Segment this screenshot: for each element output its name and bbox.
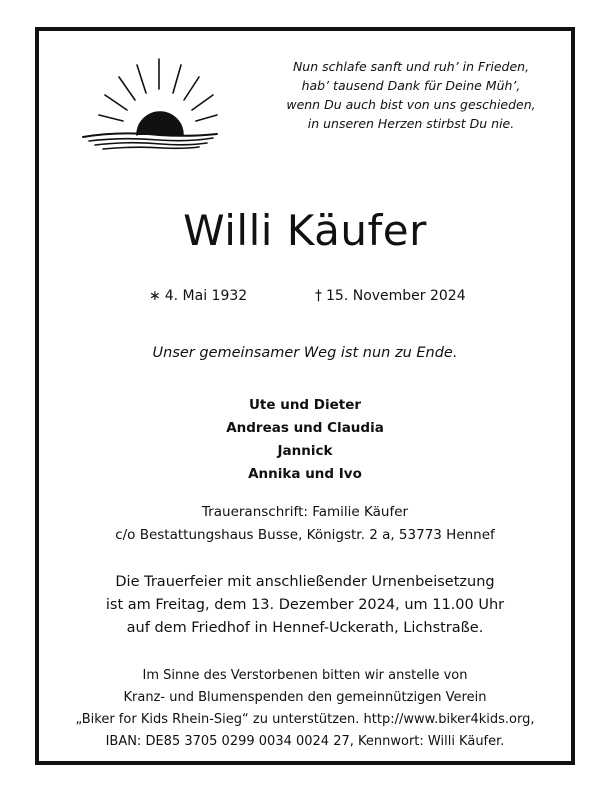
donation-line: „Biker for Kids Rhein-Sieg“ zu unterstützen. http://www.biker4kids.org, — [75, 712, 535, 727]
mourner-item: Annika und Ivo — [248, 466, 362, 482]
ceremony-line: Die Trauerfeier mit anschließender Urnenbeisetzung — [115, 574, 495, 590]
mourning-address — [39, 501, 571, 547]
mourner-item: Andreas und Claudia — [226, 420, 384, 436]
poem — [261, 57, 561, 133]
poem-line: in unseren Herzen stirbst Du nie. — [307, 116, 515, 131]
birth-date: 4. Mai 1932 — [164, 288, 248, 304]
donation-request — [39, 665, 571, 753]
birth-star-icon: ∗ — [149, 288, 161, 304]
address-line: c/o Bestattungshaus Busse, Königstr. 2 a, 53773 Hennef — [115, 527, 495, 543]
death-cross-icon: † — [315, 288, 322, 304]
ceremony-line: ist am Freitag, dem 13. Dezember 2024, um 11.00 Uhr — [105, 597, 505, 613]
deceased-name: Willi Käufer — [183, 206, 427, 255]
ceremony-line: auf dem Friedhof in Hennef-Uckerath, Lichstraße. — [126, 620, 484, 636]
donation-line: Kranz- und Blumenspenden den gemeinnützigen Verein — [123, 690, 487, 705]
donation-line: IBAN: DE85 3705 0299 0034 0024 27, Kennwort: Willi Käufer. — [105, 734, 505, 749]
mourners-list — [39, 394, 571, 486]
death-date: 15. November 2024 — [326, 288, 466, 304]
mourner-item: Ute und Dieter — [248, 397, 362, 413]
address-line: Traueranschrift: Familie Käufer — [201, 504, 409, 520]
donation-line: Im Sinne des Verstorbenen bitten wir anstelle von — [142, 668, 468, 683]
mourner-item: Jannick — [277, 443, 333, 459]
poem-line: hab’ tausend Dank für Deine Müh’, — [301, 78, 521, 93]
obituary-frame — [35, 27, 575, 765]
poem-line: Nun schlafe sanft und ruh’ in Frieden, — [292, 59, 530, 74]
sunrise-icon — [79, 51, 219, 166]
poem-line: wenn Du auch bist von uns geschieden, — [286, 97, 536, 112]
motto: Unser gemeinsamer Weg ist nun zu Ende. — [152, 345, 458, 361]
ceremony-info — [39, 571, 571, 640]
birth-date-row — [149, 286, 247, 306]
death-date-row — [315, 286, 466, 306]
